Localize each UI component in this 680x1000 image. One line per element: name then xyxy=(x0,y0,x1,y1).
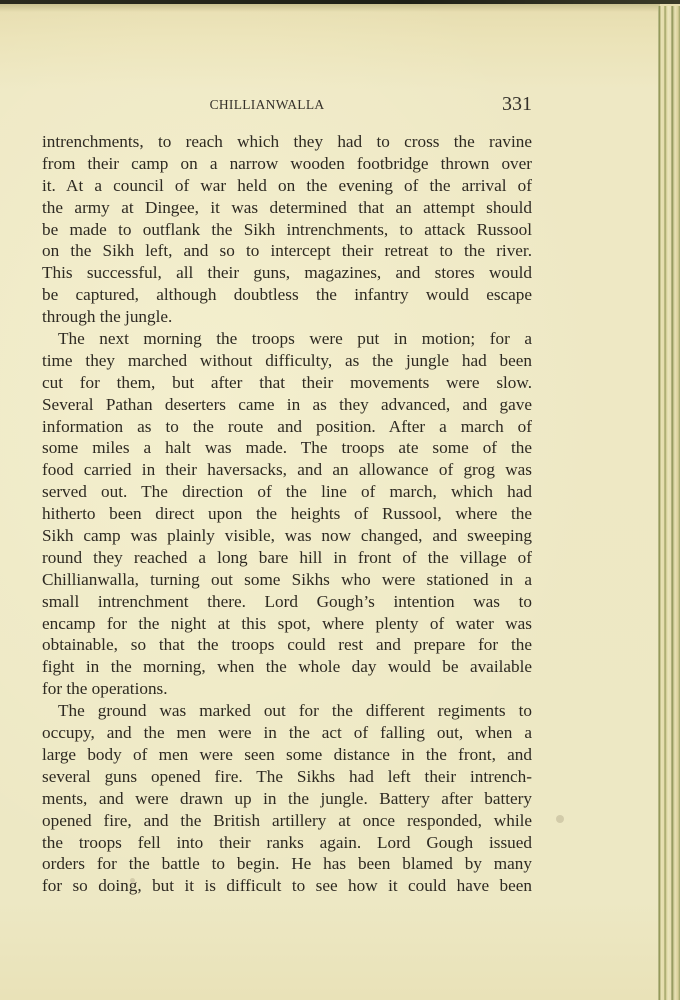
text-line: hitherto been direct upon the heights of Russool, where the xyxy=(42,504,532,524)
text-line: some miles a halt was made. The troops ate some of the xyxy=(42,438,532,458)
text-line: several guns opened fire. The Sikhs had left their intrench- xyxy=(42,766,532,786)
text-line: opened fire, and the British artillery at once responded, while xyxy=(42,810,532,830)
text-line: The next morning the troops were put in motion; for a xyxy=(58,329,532,349)
text-line: Several Pathan deserters came in as they advanced, and gave xyxy=(42,394,532,414)
text-line: obtainable, so that the troops could rest and prepare for the xyxy=(42,635,532,655)
running-title: CHILLIANWALLA xyxy=(209,97,325,112)
text-line: small intrenchment there. Lord Gough’s intention was to xyxy=(42,591,532,611)
text-line: through the jungle. xyxy=(42,307,173,327)
text-line: ments, and were drawn up in the jungle. Battery after battery xyxy=(42,788,532,808)
text-line: from their camp on a narrow wooden footbridge thrown over xyxy=(42,153,532,173)
paper-smudge xyxy=(556,815,564,823)
text-line: the army at Dingee, it was determined that an attempt should xyxy=(42,197,532,217)
text-line: large body of men were seen some distance in the front, and xyxy=(42,744,532,764)
text-line: information as to the route and position. After a march of xyxy=(42,416,532,436)
text-line: it. At a council of war held on the evening of the arrival of xyxy=(42,175,532,195)
text-line: occupy, and the men were in the act of falling out, when a xyxy=(42,723,532,743)
text-line: be captured, although doubtless the infantry would escape xyxy=(42,285,532,305)
text-line: This successful, all their guns, magazines, and stores would xyxy=(42,263,532,283)
page-edges-spine xyxy=(658,6,680,1000)
page-number: 331 xyxy=(502,93,532,115)
text-line: fight in the morning, when the whole day would be available xyxy=(42,657,532,677)
text-line: Sikh camp was plainly visible, was now changed, and sweeping xyxy=(42,526,532,546)
text-line: for the operations. xyxy=(42,679,168,699)
text-line: orders for the battle to begin. He has been blamed by many xyxy=(42,854,532,874)
paragraph xyxy=(42,131,532,328)
running-header xyxy=(42,93,532,117)
text-line: the troops fell into their ranks again. Lord Gough issued xyxy=(42,832,532,852)
text-line: food carried in their haversacks, and an allowance of grog was xyxy=(42,460,532,480)
text-line: time they marched without difficulty, as the jungle had been xyxy=(42,350,532,370)
text-line: encamp for the night at this spot, where plenty of water was xyxy=(42,613,532,633)
text-line: served out. The direction of the line of march, which had xyxy=(42,482,532,502)
text-line: round they reached a long bare hill in front of the village of xyxy=(42,547,532,567)
text-line: for so doing, but it is difficult to see how it could have been xyxy=(42,876,532,896)
text-line: intrenchments, to reach which they had to cross the ravine xyxy=(42,132,532,151)
text-line: Chillianwalla, turning out some Sikhs who were stationed in a xyxy=(42,569,532,589)
text-line: The ground was marked out for the different regiments to xyxy=(58,701,532,721)
text-line: be made to outflank the Sikh intrenchments, to attack Russool xyxy=(42,219,532,239)
body-text xyxy=(42,131,532,897)
paper-smudge xyxy=(130,878,135,883)
text-line: cut for them, but after that their movements were slow. xyxy=(42,372,532,392)
text-line: on the Sikh left, and so to intercept their retreat to the river. xyxy=(42,241,532,261)
page-top-shadow xyxy=(0,4,660,12)
paragraph xyxy=(42,700,532,897)
paragraph xyxy=(42,328,532,700)
